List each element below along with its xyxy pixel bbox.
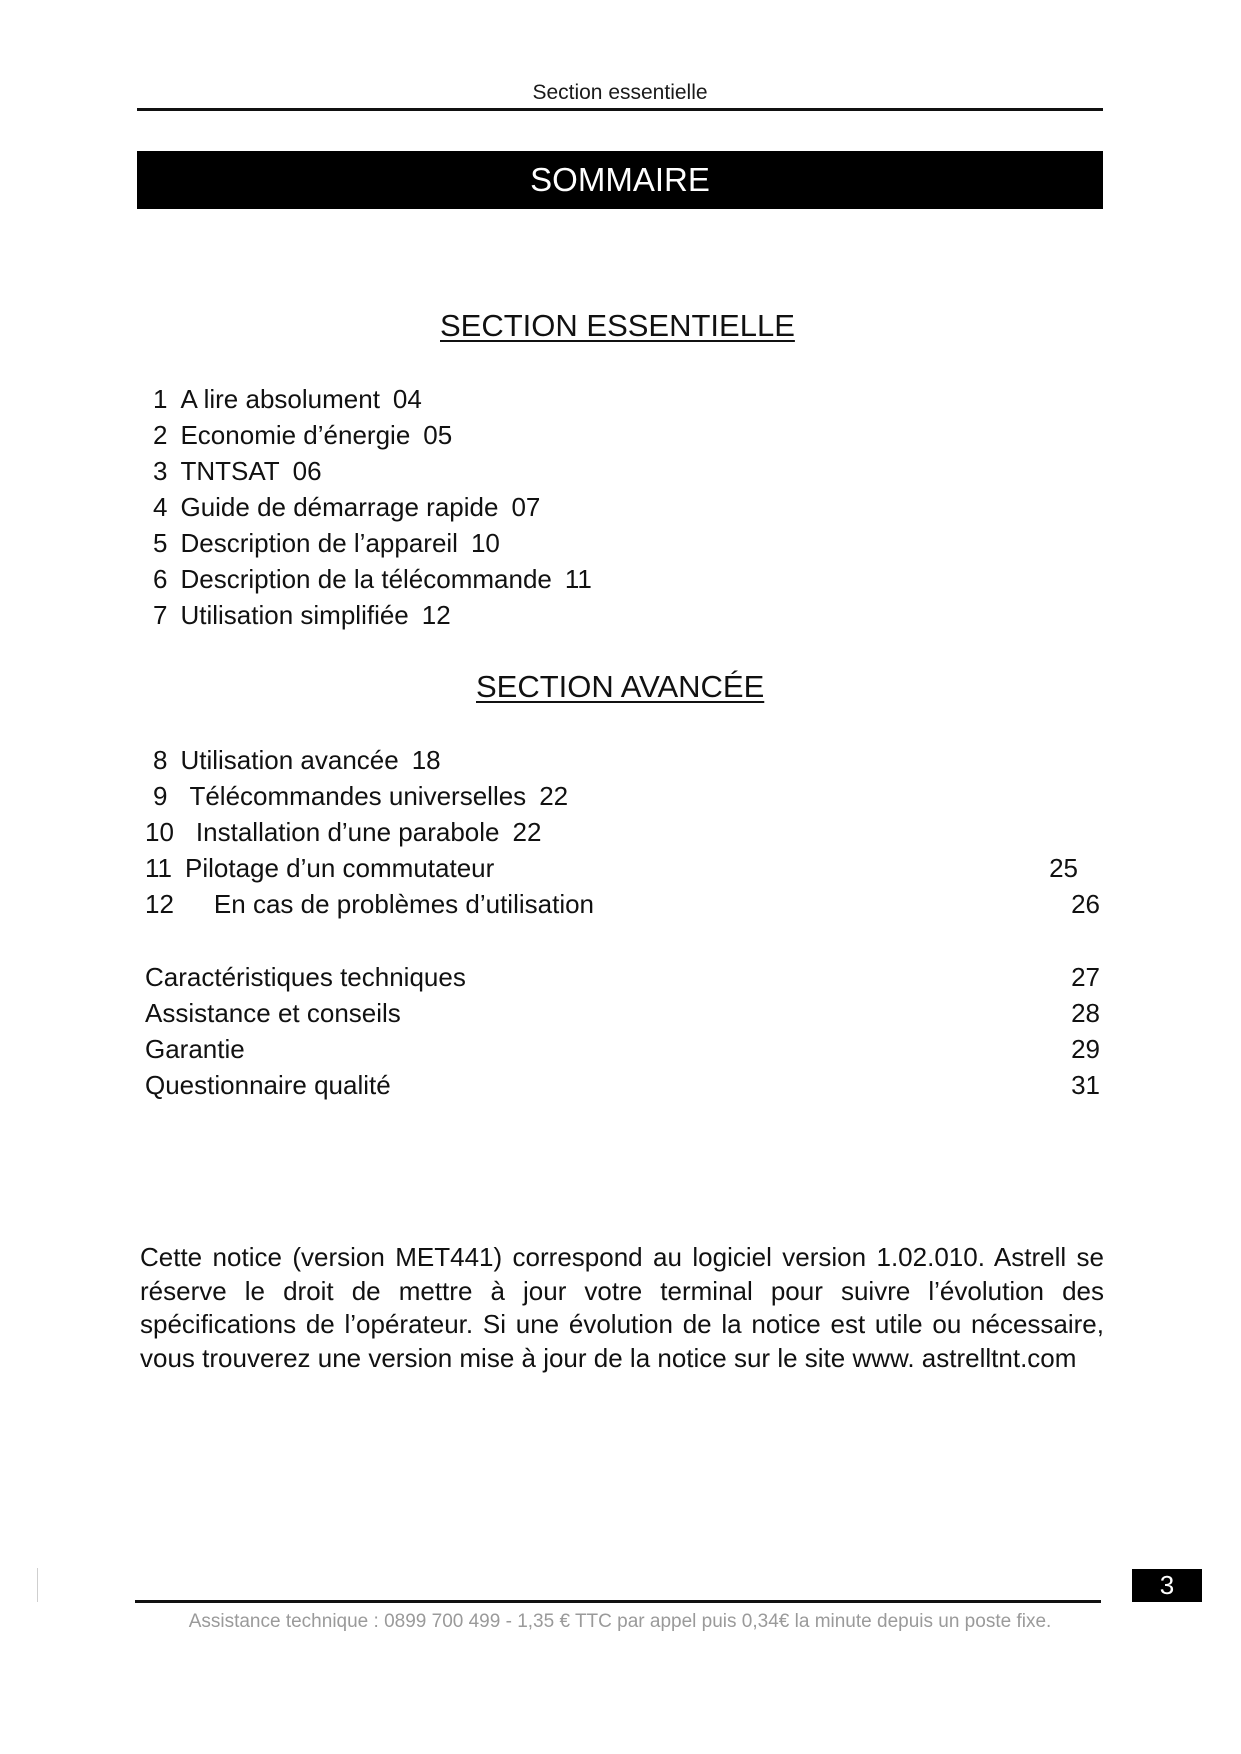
section-essential-heading: SECTION ESSENTIELLE	[440, 308, 795, 343]
toc-item	[145, 888, 594, 920]
toc-item	[153, 383, 422, 415]
toc-item-number: 12	[145, 889, 174, 919]
appendix-item-page: 29	[1071, 1034, 1100, 1064]
toc-item-label: Pilotage d’un commutateur	[185, 853, 495, 883]
toc-item	[153, 563, 592, 595]
toc-item	[153, 455, 322, 487]
toc-item-label: Economie d’énergie	[180, 420, 411, 450]
toc-item-number: 11	[145, 853, 172, 883]
margin-mark	[37, 1568, 38, 1602]
toc-item	[145, 816, 541, 848]
appendix-item: Assistance et conseils	[145, 998, 401, 1028]
toc-item-label: En cas de problèmes d’utilisation	[213, 889, 595, 919]
toc-item-label: Télécommandes universelles	[189, 781, 527, 811]
toc-item-page: 22	[512, 817, 542, 847]
toc-item-page: 10	[470, 528, 500, 558]
toc-item-number: 5	[153, 528, 168, 558]
toc-item-number: 3	[153, 456, 168, 486]
toc-item-number: 1	[153, 384, 168, 414]
toc-item-page: 06	[292, 456, 322, 486]
toc-item-page: 18	[411, 745, 441, 775]
appendix-item: Questionnaire qualité	[145, 1070, 391, 1100]
toc-item-number: 8	[153, 745, 168, 775]
appendix-item-page: 28	[1071, 998, 1100, 1028]
toc-item-page: 26	[1071, 889, 1100, 919]
toc-item-number: 10	[145, 817, 174, 847]
toc-item-label: Guide de démarrage rapide	[180, 492, 499, 522]
toc-item-label: Installation d’une parabole	[195, 817, 500, 847]
toc-item	[153, 744, 441, 776]
toc-item	[153, 780, 568, 812]
toc-item-number: 4	[153, 492, 168, 522]
toc-item-page: 07	[511, 492, 541, 522]
toc-item-label: Description de la télécommande	[180, 564, 552, 594]
footer-assistance-text: Assistance technique : 0899 700 499 - 1,35 € TTC par appel puis 0,34€ la minute depuis un poste fixe.	[188, 1611, 1052, 1632]
toc-item	[153, 491, 540, 523]
page-title-banner: SOMMAIRE	[137, 151, 1103, 209]
toc-item	[145, 852, 494, 884]
toc-item-label: A lire absolument	[180, 384, 380, 414]
toc-item-label: Description de l’appareil	[180, 528, 458, 558]
appendix-item-page: 31	[1071, 1070, 1100, 1100]
toc-item-page: 12	[421, 600, 451, 630]
toc-item-number: 6	[153, 564, 168, 594]
toc-item-page: 25	[1049, 853, 1078, 883]
running-header: Section essentielle	[532, 81, 708, 104]
toc-item-page: 22	[539, 781, 569, 811]
appendix-item-page: 27	[1071, 962, 1100, 992]
footer-rule	[135, 1600, 1101, 1603]
toc-item	[153, 527, 500, 559]
version-notice-paragraph: Cette notice (version MET441) correspond au logiciel version 1.02.010. Astrell se réserve le droit de mettre à jour votre terminal pour suivre l’évolution des spécifications de l’opérateur. Si une évolution de la notice est utile ou nécessaire, vous trouverez une version mise à jour de la notice sur le site www. astrelltnt.com	[140, 1242, 1104, 1373]
appendix-item: Garantie	[145, 1034, 245, 1064]
toc-item-label: TNTSAT	[180, 456, 280, 486]
toc-item-number: 7	[153, 600, 168, 630]
toc-item	[153, 419, 452, 451]
toc-item-page: 05	[423, 420, 453, 450]
appendix-item: Caractéristiques techniques	[145, 962, 466, 992]
toc-item-number: 9	[153, 781, 168, 811]
header-rule	[137, 108, 1103, 111]
toc-item-label: Utilisation simplifiée	[180, 600, 409, 630]
section-advanced-heading: SECTION AVANCÉE	[476, 669, 765, 704]
toc-item-page: 11	[564, 564, 592, 594]
page-number: 3	[1132, 1569, 1202, 1602]
toc-item-page: 04	[392, 384, 422, 414]
toc-item-label: Utilisation avancée	[180, 745, 399, 775]
toc-item	[153, 599, 451, 631]
toc-item-number: 2	[153, 420, 168, 450]
